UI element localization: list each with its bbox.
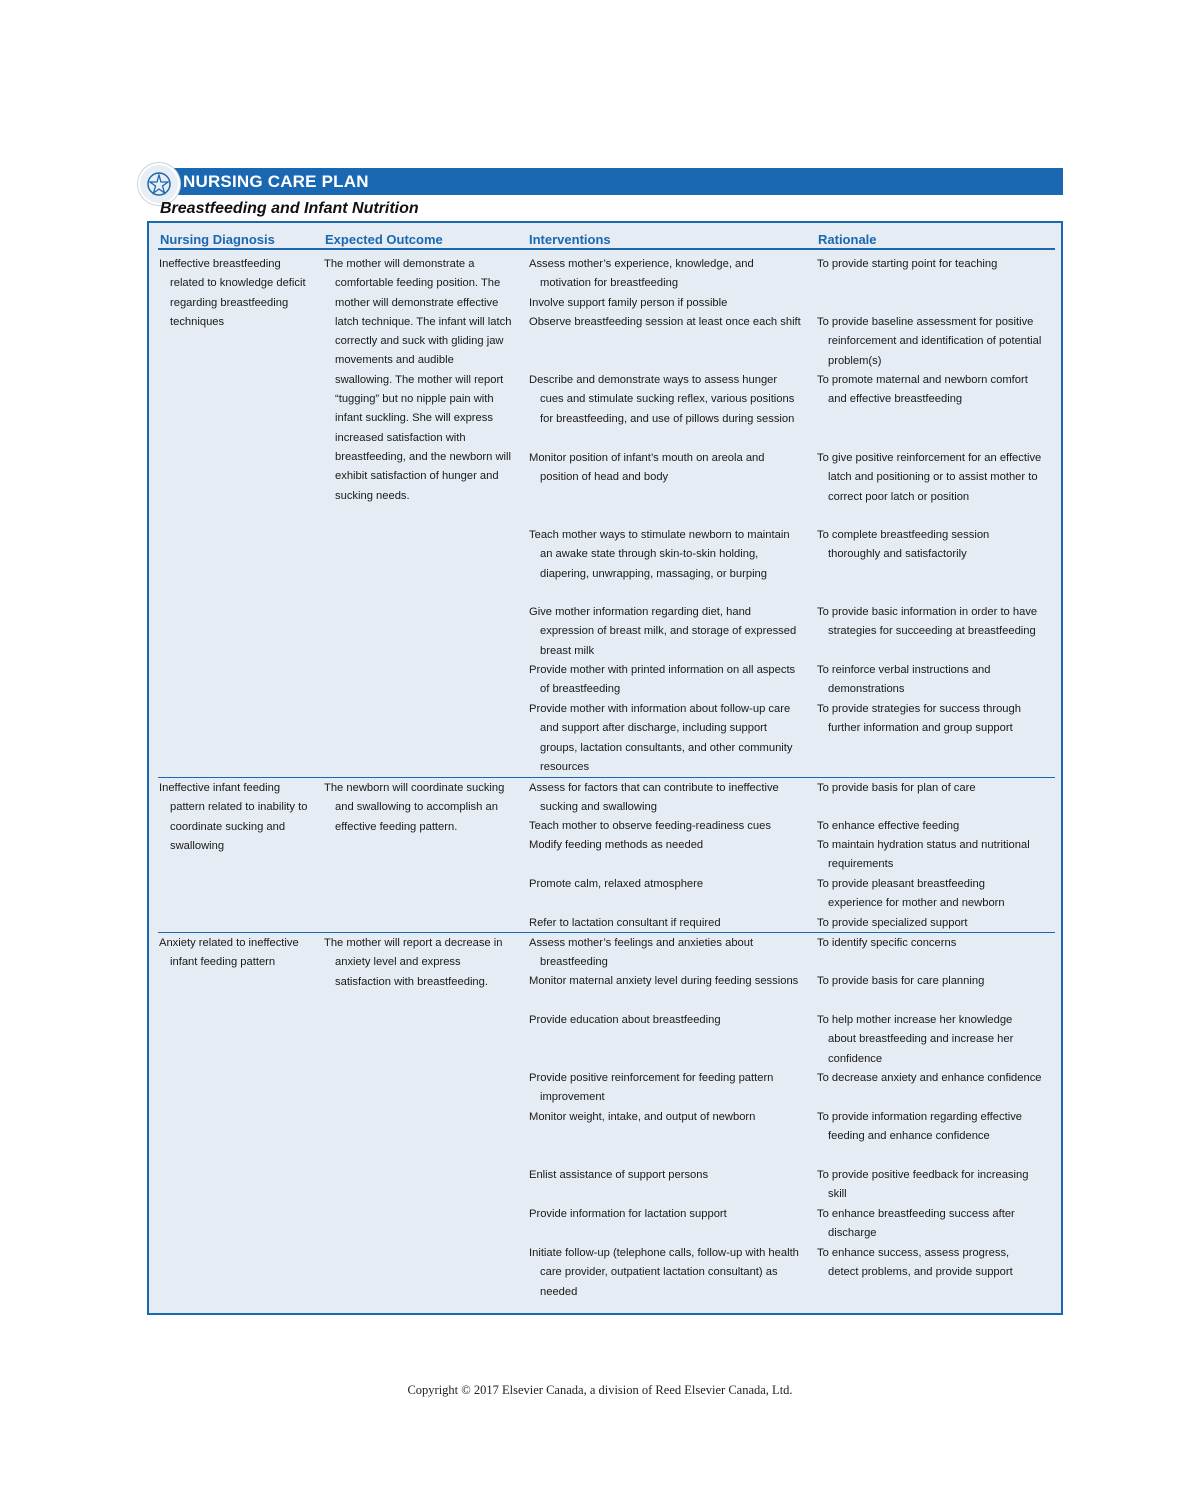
diagnosis-cell: Ineffective breastfeeding related to knowledge deficit regarding breastfeeding techniques <box>159 258 306 328</box>
rationale-cell: To provide pleasant breastfeeding experience for mother and newborn <box>817 878 1005 910</box>
rationale-cell: To give positive reinforcement for an effective latch and positioning or to assist mother to correct poor latch or position <box>817 452 1042 503</box>
rationale-cell: To provide starting point for teaching <box>817 258 998 270</box>
rationale-cell: To enhance breastfeeding success after discharge <box>817 1208 1015 1240</box>
copyright-footer: Copyright © 2017 Elsevier Canada, a division of Reed Elsevier Canada, Ltd. <box>407 1383 793 1397</box>
column-header-interventions: Interventions <box>529 232 611 247</box>
intervention-cell: Teach mother ways to stimulate newborn to maintain an awake state through skin-to-skin holding, diapering, unwrapping, massaging, or burping <box>529 529 790 580</box>
column-header-rationale: Rationale <box>818 232 877 247</box>
intervention-cell: Enlist assistance of support persons <box>529 1169 709 1181</box>
rationale-cell: To provide basis for care planning <box>817 975 985 987</box>
intervention-cell: Describe and demonstrate ways to assess hunger cues and stimulate sucking reflex, various positions for breastfeeding, and use of pillows during session <box>529 374 795 425</box>
intervention-cell: Provide education about breastfeeding <box>529 1014 721 1026</box>
rationale-cell: To enhance success, assess progress, detect problems, and provide support <box>817 1247 1013 1279</box>
intervention-cell: Provide mother with printed information on all aspects of breastfeeding <box>529 664 796 696</box>
intervention-cell: Observe breastfeeding session at least once each shift <box>529 316 801 328</box>
rationale-cell: To complete breastfeeding session thoroughly and satisfactorily <box>817 529 990 561</box>
intervention-cell: Provide positive reinforcement for feeding pattern improvement <box>529 1072 774 1104</box>
intervention-cell: Assess mother’s experience, knowledge, and motivation for breastfeeding <box>529 258 754 290</box>
rationale-cell: To provide positive feedback for increasing skill <box>817 1169 1029 1201</box>
rationale-cell: To provide information regarding effective feeding and enhance confidence <box>817 1111 1023 1143</box>
rationale-cell: To provide baseline assessment for positive reinforcement and identification of potential problem(s) <box>817 316 1042 367</box>
intervention-cell: Give mother information regarding diet, hand expression of breast milk, and storage of expressed breast milk <box>529 606 797 657</box>
rationale-cell: To provide basis for plan of care <box>817 782 976 794</box>
rationale-cell: To reinforce verbal instructions and demonstrations <box>817 664 991 696</box>
outcome-cell: The mother will report a decrease in anxiety level and express satisfaction with breastfeeding. <box>324 937 503 988</box>
column-header-diagnosis: Nursing Diagnosis <box>160 232 275 247</box>
rationale-cell: To promote maternal and newborn comfort and effective breastfeeding <box>817 374 1028 406</box>
header-rule <box>158 248 1055 250</box>
rationale-cell: To maintain hydration status and nutritional requirements <box>817 839 1030 871</box>
banner-title: NURSING CARE PLAN <box>183 172 369 191</box>
intervention-cell: Assess for factors that can contribute to ineffective sucking and swallowing <box>529 782 779 814</box>
diagnosis-cell: Anxiety related to ineffective infant feeding pattern <box>159 937 299 969</box>
outcome-cell: The newborn will coordinate sucking and swallowing to accomplish an effective feeding pattern. <box>324 782 505 833</box>
intervention-cell: Monitor weight, intake, and output of newborn <box>529 1111 756 1123</box>
rationale-cell: To provide specialized support <box>817 917 968 929</box>
intervention-cell: Involve support family person if possible <box>529 297 728 309</box>
page-subtitle: Breastfeeding and Infant Nutrition <box>160 200 419 217</box>
intervention-cell: Promote calm, relaxed atmosphere <box>529 878 704 890</box>
outcome-cell: The mother will demonstrate a comfortable feeding position. The mother will demonstrate effective latch technique. The infant will latch correctly and suck with gliding jaw movements and audible swallowing. The mother will report “tugging” but no nipple pain with infant suckling. She will express increased satisfaction with breastfeeding, and the newborn will exhibit satisfaction of hunger and sucking needs. <box>324 258 512 502</box>
intervention-cell: Monitor position of infant’s mouth on areola and position of head and body <box>529 452 765 484</box>
intervention-cell: Provide mother with information about follow-up care and support after discharge, including support groups, lactation consultants, and other community resources <box>529 703 793 773</box>
rationale-cell: To provide strategies for success through further information and group support <box>817 703 1021 735</box>
rationale-cell: To help mother increase her knowledge about breastfeeding and increase her confidence <box>817 1014 1014 1065</box>
intervention-cell: Initiate follow-up (telephone calls, follow-up with health care provider, outpatient lactation consultant) as needed <box>529 1247 799 1298</box>
intervention-cell: Assess mother’s feelings and anxieties about breastfeeding <box>529 937 754 969</box>
rationale-cell: To identify specific concerns <box>817 937 957 949</box>
intervention-cell: Modify feeding methods as needed <box>529 839 704 851</box>
rationale-cell: To decrease anxiety and enhance confidence <box>817 1072 1042 1084</box>
rationale-cell: To enhance effective feeding <box>817 820 960 832</box>
intervention-cell: Monitor maternal anxiety level during feeding sessions <box>529 975 799 987</box>
intervention-cell: Teach mother to observe feeding-readiness cues <box>529 820 771 832</box>
diagnosis-cell: Ineffective infant feeding pattern related to inability to coordinate sucking and swallowing <box>159 782 308 852</box>
column-header-outcome: Expected Outcome <box>325 232 443 247</box>
rationale-cell: To provide basic information in order to have strategies for succeeding at breastfeeding <box>817 606 1038 638</box>
intervention-cell: Refer to lactation consultant if required <box>529 917 721 929</box>
intervention-cell: Provide information for lactation support <box>529 1208 727 1220</box>
